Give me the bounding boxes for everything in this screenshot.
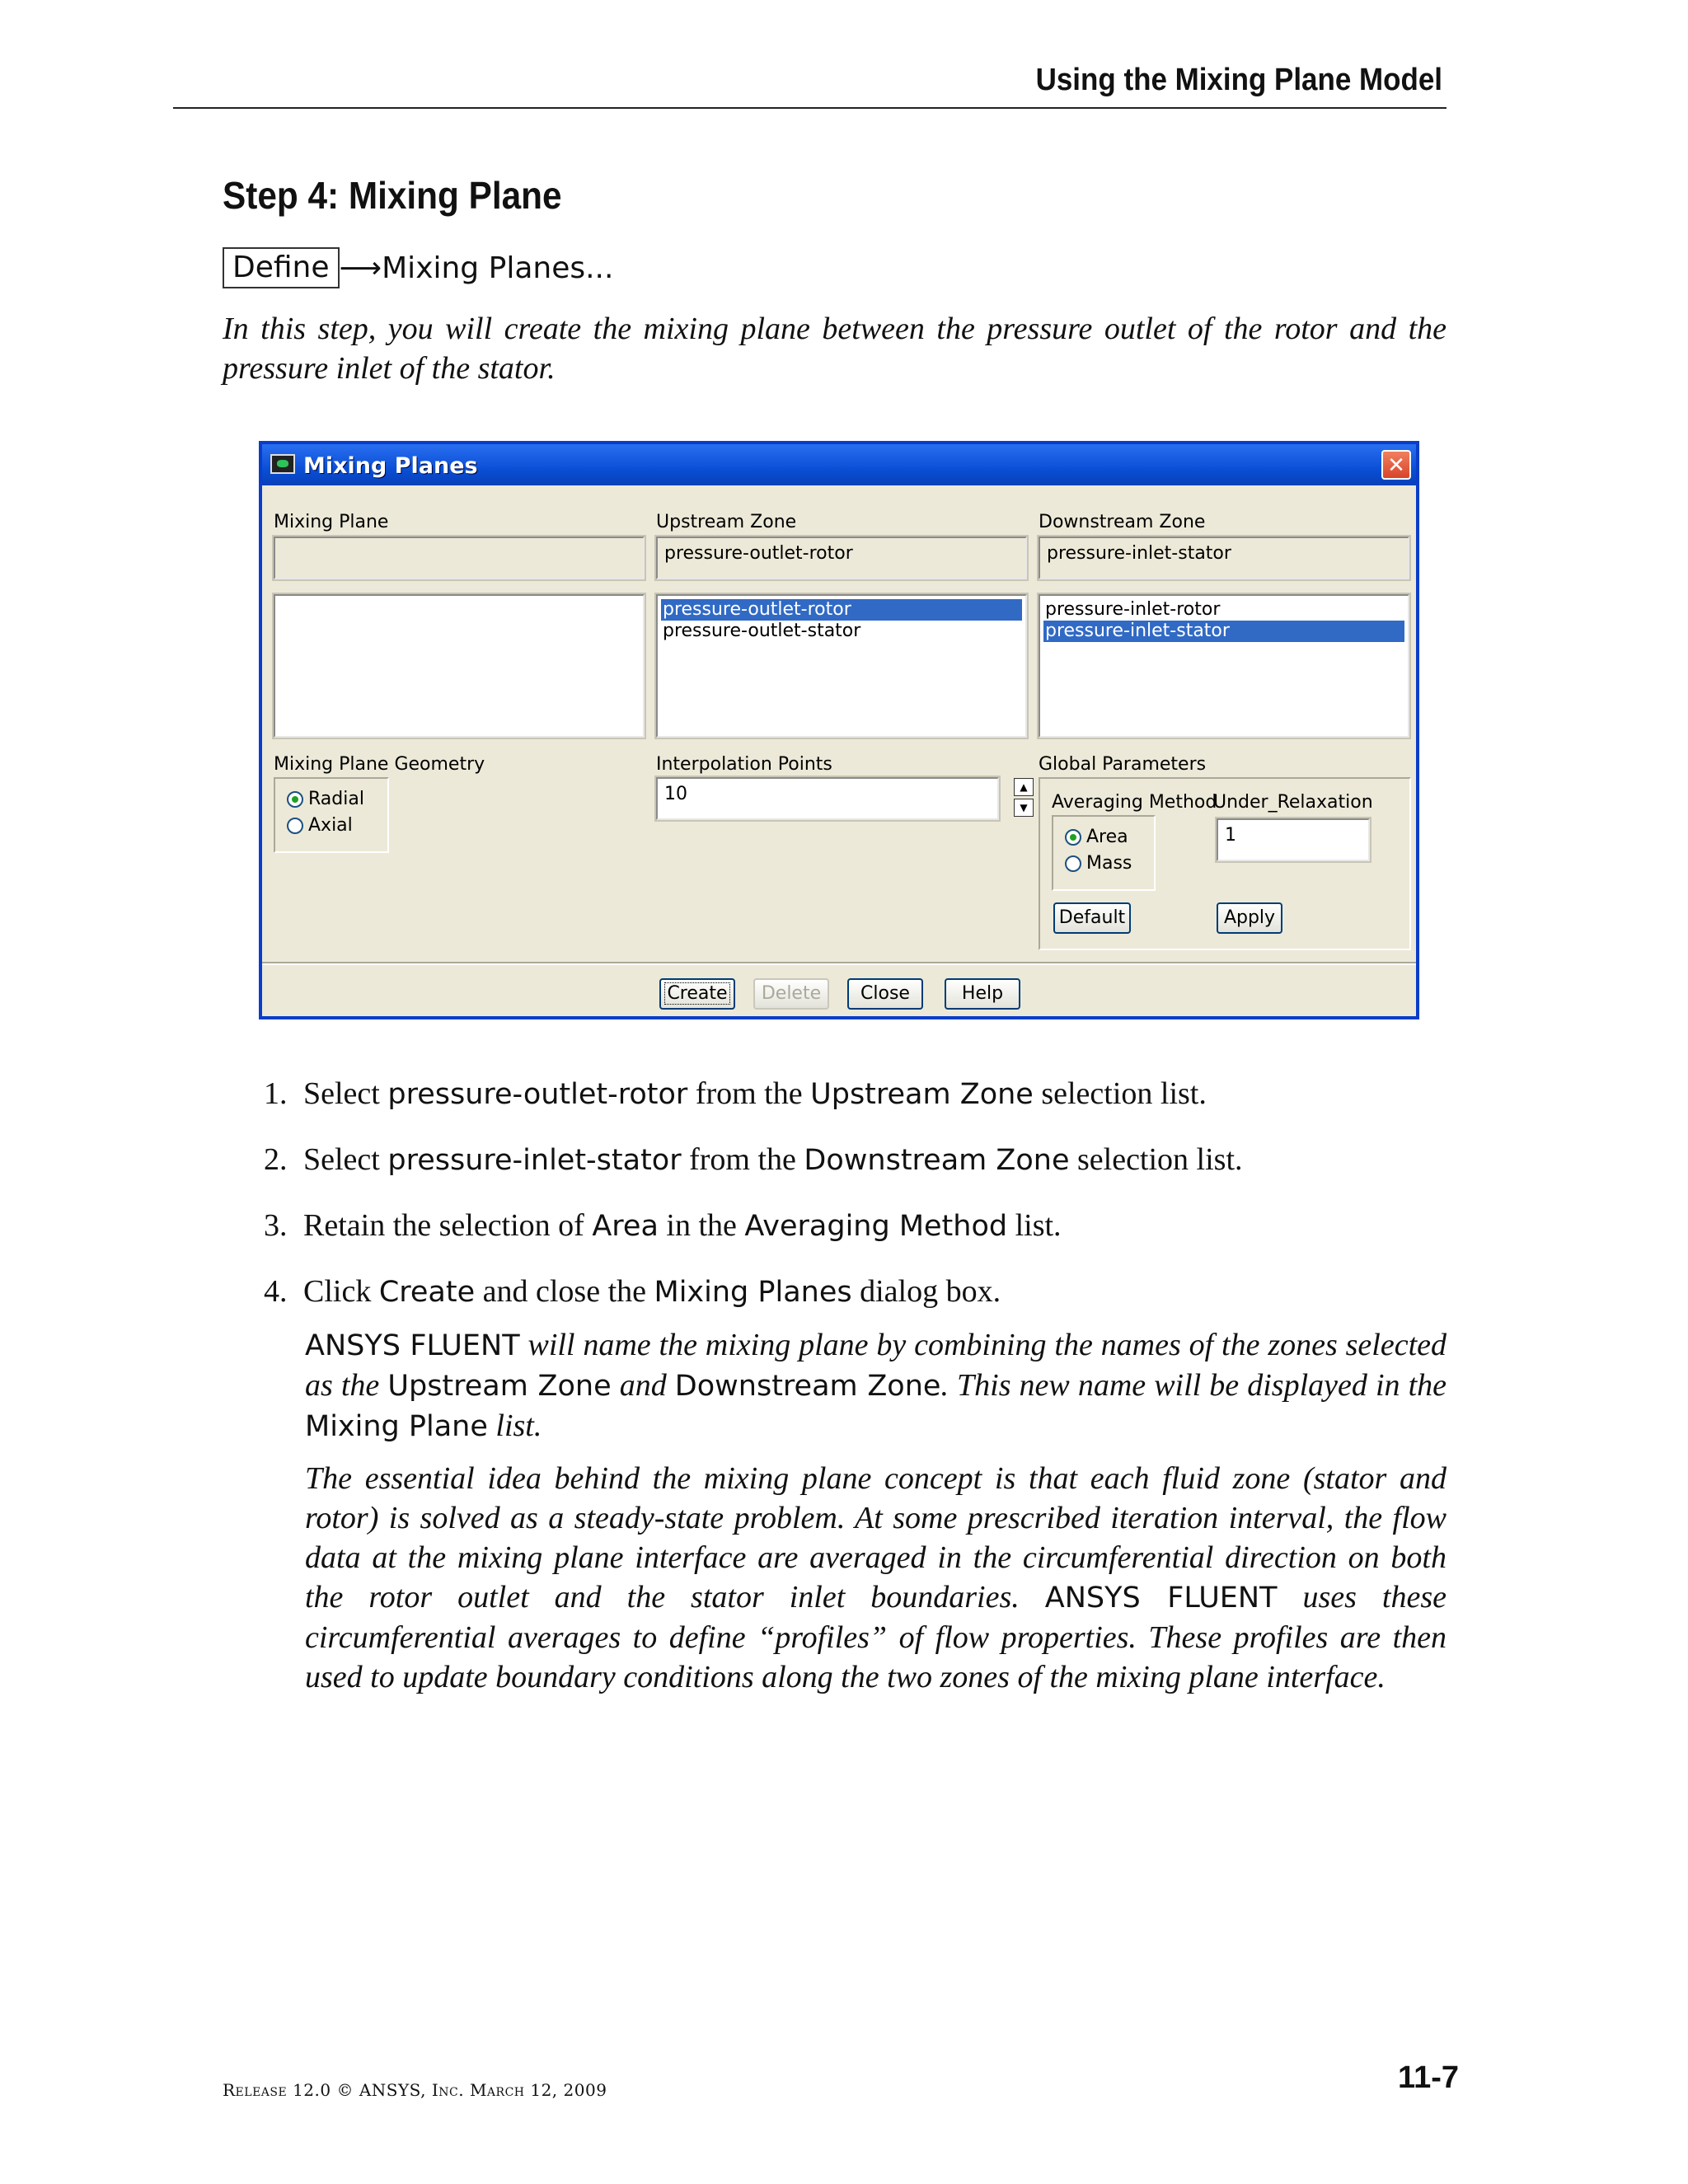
upstream-zone-list[interactable] (656, 594, 1027, 738)
header-rule (173, 107, 1447, 109)
interpolation-label: Interpolation Points (656, 754, 832, 775)
footer-release: Release 12.0 © ANSYS, Inc. March 12, 2009 (223, 2080, 607, 2100)
downstream-zone-label: Downstream Zone (1039, 512, 1206, 532)
help-button[interactable]: Help (945, 978, 1020, 1010)
upstream-zone-label: Upstream Zone (656, 512, 797, 532)
radio-radial[interactable]: Radial (287, 789, 364, 809)
list-item[interactable]: pressure-outlet-rotor (661, 599, 1022, 621)
radio-mass[interactable]: Mass (1065, 853, 1132, 874)
menu-item-mixing-planes: Mixing Planes... (382, 251, 614, 285)
dialog-divider (262, 962, 1416, 965)
interpolation-input[interactable] (656, 777, 999, 820)
radio-axial[interactable]: Axial (287, 815, 353, 836)
averaging-method-group (1052, 815, 1156, 891)
under-relaxation-label: Under_Relaxation (1213, 792, 1373, 813)
geometry-label: Mixing Plane Geometry (274, 754, 485, 775)
averaging-method-label: Averaging Method (1052, 792, 1217, 813)
radio-checked-icon (1065, 829, 1081, 846)
upstream-zone-value: pressure-outlet-rotor (664, 543, 853, 564)
global-parameters-label: Global Parameters (1039, 754, 1207, 775)
downstream-zone-value: pressure-inlet-stator (1047, 543, 1231, 564)
page-number: 11-7 (1398, 2060, 1459, 2095)
menu-arrow-icon: ⟶ (339, 251, 382, 285)
under-relaxation-input[interactable] (1217, 818, 1370, 861)
list-item[interactable]: pressure-outlet-stator (663, 621, 861, 641)
intro-paragraph: In this step, you will create the mixing plane between the pressure outlet of the rotor and the pressure inlet of the stator. (223, 312, 1447, 386)
mixing-planes-dialog (259, 441, 1419, 1019)
list-item[interactable]: pressure-inlet-rotor (1045, 599, 1221, 620)
geometry-group (274, 777, 389, 853)
dialog-title: Mixing Planes (303, 453, 478, 479)
mixing-plane-list[interactable] (274, 594, 645, 738)
spin-up-icon[interactable]: ▲ (1014, 778, 1034, 796)
close-icon[interactable]: ✕ (1381, 450, 1411, 480)
radio-checked-icon (287, 791, 303, 808)
note-paragraph-concept: The essential idea behind the mixing plane concept is that each fluid zone (stator and rotor) is solved as a steady-state problem. At some prescribed iteration interval, the flow data at the mixing plane interface are averaged in the circumferential direction on both the rotor outlet and the stator inlet boundaries. ANSYS FLUENT uses these circumferential averages to define “profiles” of flow properties. These profiles are then used to update boundary conditions along the two zones of the mixing plane interface. (305, 1461, 1447, 1694)
mixing-plane-label: Mixing Plane (274, 512, 389, 532)
app-icon (270, 454, 295, 474)
upstream-zone-field[interactable] (656, 537, 1027, 579)
note-paragraph-naming: ANSYS FLUENT will name the mixing plane by combining the names of the zones selected as the Upstream Zone and Downstream Zone. This new name will be displayed in the Mixing Plane list. (305, 1328, 1447, 1443)
radio-area[interactable]: Area (1065, 827, 1128, 847)
default-button[interactable]: Default (1053, 902, 1131, 934)
running-header: Using the Mixing Plane Model (1035, 63, 1442, 97)
apply-button[interactable]: Apply (1217, 902, 1282, 934)
radio-unchecked-icon (1065, 855, 1081, 872)
under-relaxation-value: 1 (1225, 825, 1236, 846)
create-button[interactable]: Create (659, 978, 735, 1010)
spin-down-icon[interactable]: ▼ (1014, 799, 1034, 817)
global-parameters-group (1039, 777, 1411, 950)
menu-path (223, 247, 613, 288)
delete-button[interactable]: Delete (753, 978, 829, 1010)
radio-unchecked-icon (287, 818, 303, 834)
downstream-zone-field[interactable] (1039, 537, 1409, 579)
section-title: Step 4: Mixing Plane (223, 174, 562, 217)
list-item[interactable]: pressure-inlet-stator (1043, 621, 1404, 642)
menu-root-define: Define (223, 247, 340, 288)
downstream-zone-list[interactable] (1039, 594, 1409, 738)
close-button[interactable]: Close (847, 978, 923, 1010)
interpolation-value: 10 (664, 784, 687, 804)
dialog-titlebar[interactable] (262, 444, 1416, 485)
mixing-plane-name-field[interactable] (274, 537, 645, 579)
